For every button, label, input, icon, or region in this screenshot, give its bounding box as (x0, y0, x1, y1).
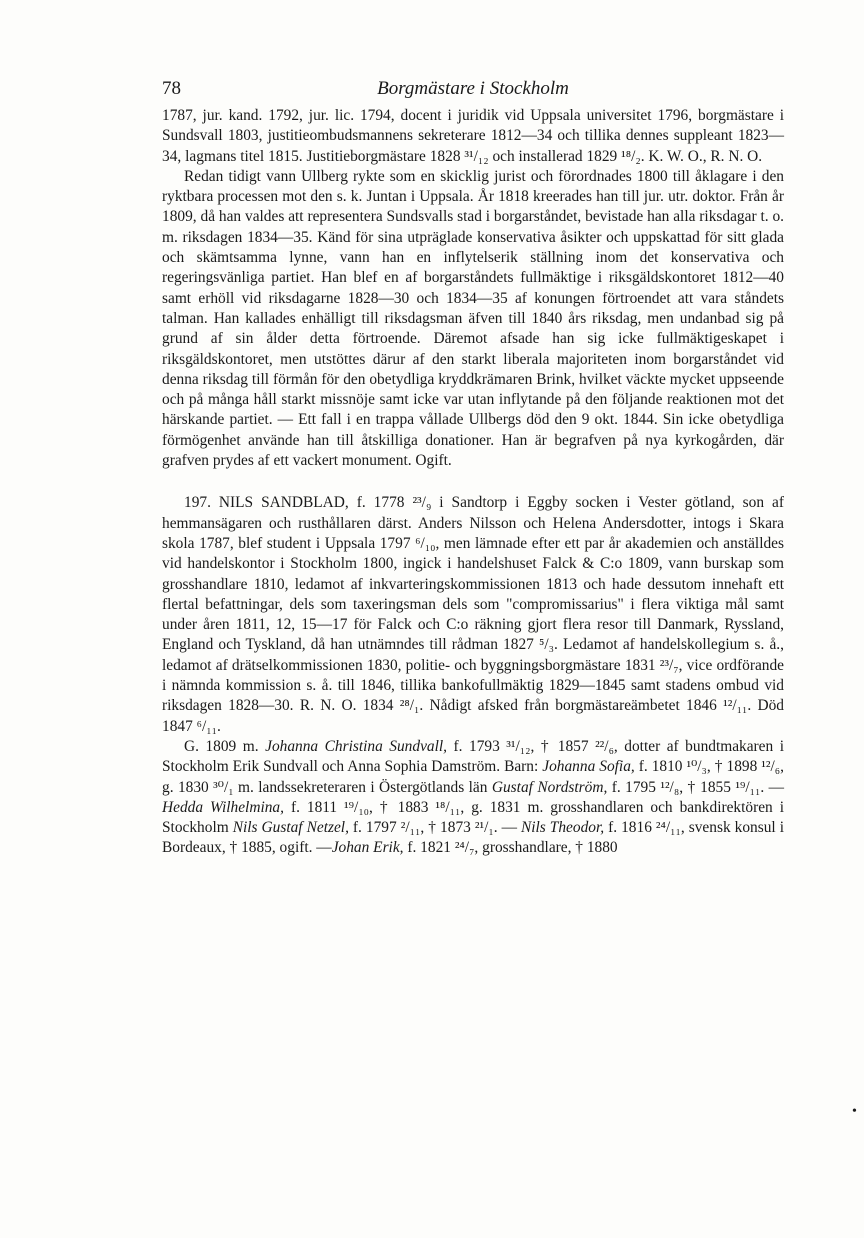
family-text: f. 1810 ¹⁰/₃, † 1898 ¹²/₆, g. 1830 ³⁰/₁ m. landssekreteraren i Östergötlands län (162, 758, 785, 796)
family-text: G. 1809 m. (184, 737, 266, 755)
paragraph-ullberg-career: 1787, jur. kand. 1792, jur. lic. 1794, docent i juridik vid Uppsala universitet 1796, borgmästare i Sundsvall 1803, justitieombudsmannens sekreterare 1812—34 och tillika dennes suppleant 1823—34, lagmans titel 1815. Justitieborgmästare 1828 ³¹/₁₂ och installerad 1829 ¹⁸/₂. K. W. O., R. N. O. (162, 107, 784, 165)
page-number: 78 (162, 78, 181, 99)
family-name-wife: Johanna Christina Sundvall, (265, 737, 448, 755)
document-page (162, 76, 784, 859)
family-text: f. 1811 ¹⁹/₁₀, † 1883 ¹⁸/₁₁, g. 1831 m. grosshandlaren och bankdirektören i Stockholm (162, 798, 784, 837)
paragraph-sandblad-entry: 197. NILS SANDBLAD, f. 1778 ²³/₉ i Sandtorp i Eggby socken i Vester götland, son af hemmansägaren och rusthållaren därst. Anders Nilsson och Helena Andersdotter, intogs i Skara skola 1787, blef student i Uppsala 1797 ⁶/₁₀, men lämnade efter ett par år akademien och anställdes vid handelskontor i Stockholm 1800, ingick i handelshuset Falck & C:o 1809, vann burskap som grosshandlare 1810, ledamot af inkvarteringskommissionen 1813 och hade dessutom innehaft ett flertal befattningar, dels som taxeringsman dels som "compromissarius" i flera viktiga mål samt under åren 1811, 12, 15—17 för Falck och C:o räkning gjort flera resor till Danmark, Ryssland, England och Tyskland, då han utnämndes till rådman 1827 ⁵/₃. Ledamot af handelskollegium s. å., ledamot af drätselkommissionen 1830, politie- och byggningsborgmästare 1831 ²³/₇, vice ordförande i nämnda kommission s. å. till 1846, tillika bankofullmäktig 1829—1845 samt stadens ombud vid riksdagen 1828—30. R. N. O. 1834 ²⁸/₁. Nådigt afsked från borgmästareämbetet 1846 ¹²/₁₁. Död 1847 ⁶/₁₁. (162, 494, 784, 735)
paragraph-sandblad-family (162, 737, 784, 859)
family-text: f. 1821 ²⁴/₇, grosshandlare, † 1880 (403, 839, 618, 857)
page-header (162, 76, 784, 106)
section-gap (162, 471, 784, 493)
margin-mark: • (852, 1104, 857, 1119)
family-name-child: Johan Erik, (331, 839, 404, 857)
running-head: Borgmästare i Stockholm (377, 78, 569, 99)
family-name-child: Johanna Sofia, (542, 758, 635, 776)
family-name-spouse: Gustaf Nordström, (491, 778, 608, 796)
family-text: f. 1816 ²⁴/₁₁, svensk konsul i Bordeaux, † 1885, ogift. — (162, 819, 784, 857)
family-name-child: Nils Theodor, (520, 819, 605, 837)
family-name-spouse: Nils Gustaf Netzel, (232, 819, 349, 837)
family-text: f. 1793 ³¹/₁₂, † 1857 ²²/₆, dotter af bundtmakaren i Stockholm Erik Sundvall och Anna Sophia Damström. Barn: (162, 737, 784, 776)
family-text: f. 1795 ¹²/₈, † 1855 ¹⁹/₁₁. — (607, 778, 784, 796)
paragraph-ullberg-biography: Redan tidigt vann Ullberg rykte som en skicklig jurist och förordnades 1800 till åklagare i den ryktbara processen mot den s. k. Juntan i Uppsala. År 1818 kreerades han till jur. utr. doktor. Från år 1809, då han valdes att representera Sundsvalls stad i borgarståndet, bevistade han alla riksdagar t. o. m. riksdagen 1834—35. Känd för sina utpräglade konservativa åsikter och uppskattad för sitt glada och skämtsamma lynne, vann han en inflytelserik ställning inom det konservativa och regeringsvänliga partiet. Han blef en af borgarståndets fullmäktige i riksgäldskontoret 1812—40 samt erhöll vid riksdagarne 1828—30 och 1834—35 af konungen förtroendet att vara ståndets talman. Han kallades enhälligt till riksdagsman äfven till 1840 års riksdag, men undanbad sig på grund af sin ålder detta förtroende. Däremot afsade han sig icke fullmäktigeskapet i riksgäldskontoret, men utstöttes därur af den starkt liberala majoriteten inom borgarståndet vid denna riksdag till förmån för den obetydliga kryddkrämaren Brink, hvilket väckte mycket uppseende och på många håll starkt missnöje samt icke var utan inflytande på den följande reaktionen mot det härskande partiet. — Ett fall i en trappa vållade Ullbergs död den 9 okt. 1844. Sin icke obetydliga förmögenhet använde han till åtskilliga donationer. Han är begrafven på nya kyrkogården, där grafven prydes af ett vackert monument. Ogift. (162, 167, 784, 470)
family-name-child: Hedda Wilhelmina, (162, 798, 284, 816)
family-text: f. 1797 ²/₁₁, † 1873 ²¹/₁. — (348, 819, 521, 837)
